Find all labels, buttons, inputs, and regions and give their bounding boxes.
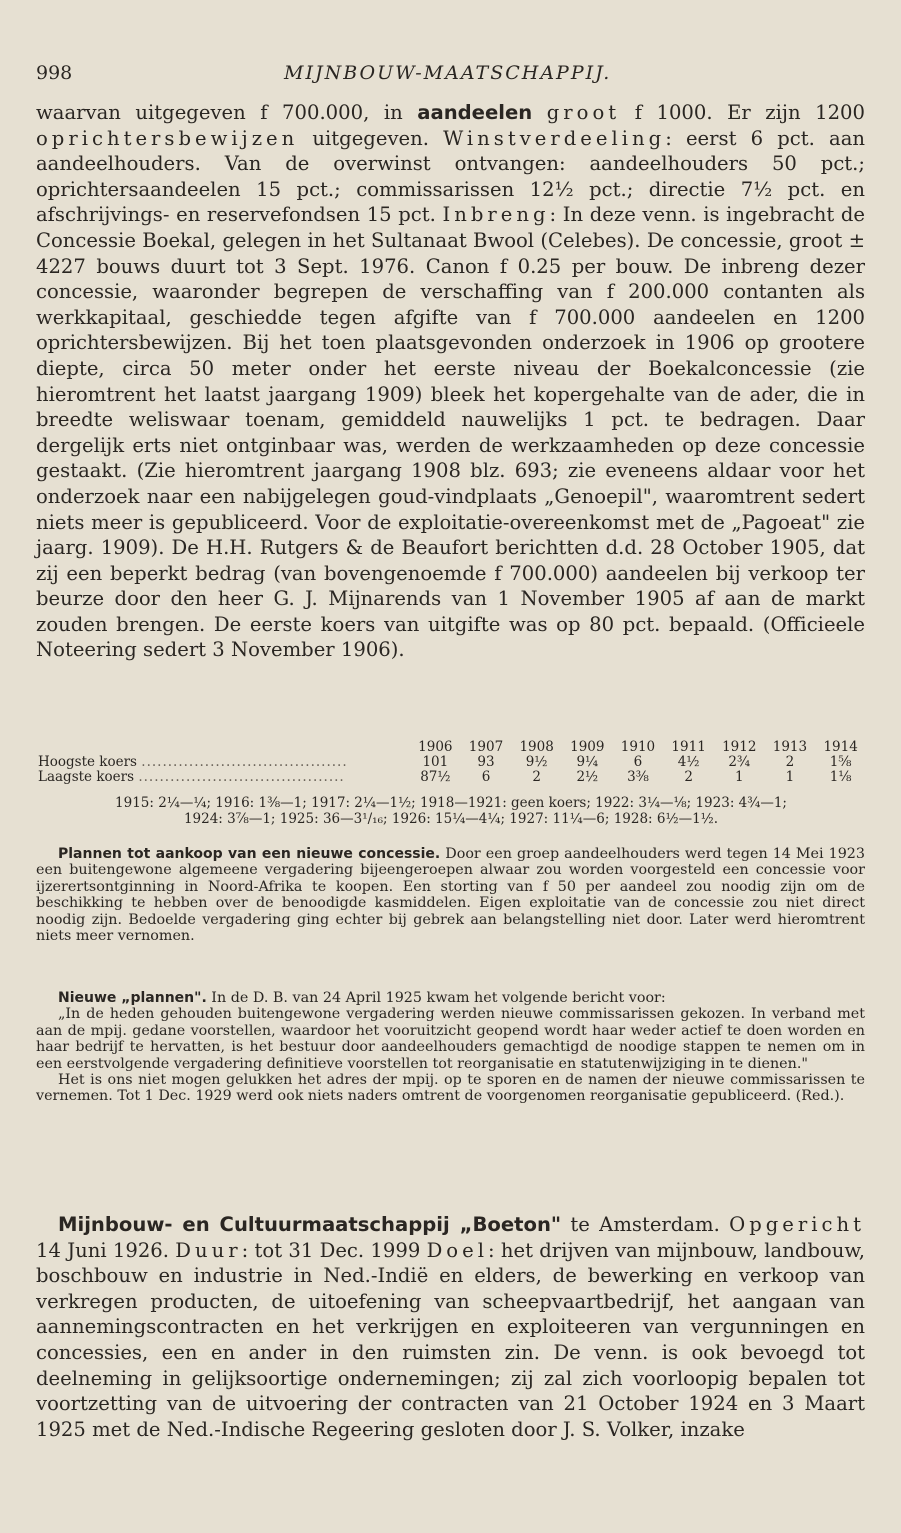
row-label-text: Laagste koers [38,769,135,785]
koers-cell: 6 [481,769,491,785]
year-cell: 1914 [823,739,858,755]
year-cell: 1913 [772,739,808,755]
koers-years-row [36,740,866,755]
koers-cell: 1 [785,769,795,785]
koers-cell: 3⅜ [627,769,649,785]
paragraph-note: Het is ons niet mogen gelukken het adres der mpij. op te sporen en de namen der nieuwe commissarissen te vernemen. Tot 1 Dec. 1929 werd ook niets naders omtrent de voorgenomen reorganisatie gepubliceerd. (Red.). [36,1072,865,1105]
paragraph-plannen [36,846,865,944]
koers-cell: 87½ [420,769,451,785]
paragraph-quote: „In de heden gehouden buitengewone vergadering werden nieuwe commissarissen gekozen. In verband met aan de mpij. gedane voorstellen, waardoor het vooruitzicht geopend wordt haar weder actief te doen worden en haar bedrijf te hervatten, is het bestuur door aandeelhouders gemachtigd de noodige stappen te nemen om in een eerstvolgende vergadering definitieve voorstellen tot reorganisatie en statutenwijziging in te dienen." [36,1006,865,1072]
text-run: 14 Juni 1926. [36,1238,176,1262]
keyword-doel: Doel [426,1238,488,1262]
keyword-inbreng: Inbreng [442,203,550,227]
keyword-aandeelen: aandeelen [417,101,533,124]
koers-line-1915: 1915: 2¼—¼; 1916: 1⅜—1; 1917: 2¼—1½; 1918—1921: geen koers; 1922: 3¼—⅛; 1923: 4¾—1; [115,795,787,811]
paragraph-boeton [36,1212,865,1442]
year-cell: 1909 [570,739,605,755]
text-run: : het drijven van mijnbouw, landbouw, boschbouw en industrie in Ned.-Indië en elders, de bewerking en verkoop van verkregen producten, de uitoefening van scheepvaartbedrijf, het aangaan van aannemingscontracten en het verkrijgen en exploiteeren van vergunningen en concessies, een en ander in den ruimsten zin. De venn. is ook bevoegd tot deelneming in gelijksoortige ondernemingen; zij zal zich voorloopig bepalen tot voortzetting van de uitvoering der contracten van 21 October 1924 en 3 Maart 1925 met de Ned.-Indische Regeering gesloten door J. S. Volker, inzake [36,1238,865,1441]
leader-dots: ....................................... [141,754,348,770]
year-cell: 1911 [671,739,706,755]
year-cell: 1910 [620,739,656,755]
text-run: uitgegeven. [298,126,444,150]
section-boeton [36,1212,865,1442]
koers-line-1924: 1924: 3⅞—1; 1925: 36—3¹/₁₆; 1926: 15¼—4¼; 1927: 11¼—6; 1928: 6½—1½. [183,811,719,827]
row-label [36,770,410,785]
text-run: f 700.000, in [260,101,418,124]
page-number: 998 [36,62,73,84]
keyword-duur: Duur [175,1238,242,1262]
koers-cell: 1⅛ [829,769,852,785]
koers-row-laagste [36,770,866,785]
koers-cell: 2 [684,769,693,785]
empty-cell [36,740,410,755]
text-run: : eerst 6 pct. aan aandeelhouders. Van de overwinst ontvangen: aandeelhouders 50 pct.; oprichtersaandeelen 15 pct.; commissarissen 12½ pct.; directie 7½ pct. en afschrijvings- en reservefondsen 15 pct. [36,126,865,227]
main-paragraph [36,100,865,663]
text-run: In de D. B. van 24 April 1925 kwam het volgende bericht voor: [206,990,666,1006]
keyword-winstverdeeling: Winstverdeeling [443,126,666,150]
koers-cell: 2¾ [728,754,751,770]
keyword-groot: groot [546,101,621,124]
paragraph-nieuwe-intro [36,990,865,1006]
year-cell: 1906 [418,739,453,755]
koers-cell: 2 [532,769,541,785]
year-cell: 1907 [468,739,504,755]
heading-plannen: Plannen tot aankoop van een nieuwe concessie. [58,846,441,862]
keyword-opgericht: Opgericht [729,1213,865,1236]
keyword-oprichtersbewijzen: oprichtersbewijzen [36,126,299,150]
year-cell: 1908 [519,739,554,755]
year-cell: 1912 [722,739,757,755]
text-run: te Amsterdam. [561,1213,730,1236]
koers-cell: 2½ [576,769,599,785]
koers-cell: 4½ [677,754,700,770]
row-label [36,755,410,770]
text-run: : In deze venn. is ingebracht de Concessie Boekal, gelegen in het Sultanaat Bwool (Celebes). De concessie, groot ± 4227 bouws duurt tot 3 Sept. 1976. Canon f 0.25 per bouw. De inbreng dezer concessie, waaronder begrepen de verschaffing van f 200.000 contanten als werkkapitaal, geschiedde tegen afgifte van f 700.000 aandeelen en 1200 oprichtersbewijzen. Bij het toen plaatsgevonden onderzoek in 1906 op grootere diepte, circa 50 meter onder het eerste niveau der Boekalconcessie (zie hieromtrent het laatst jaargang 1909) bleek het kopergehalte van de ader, die in breedte weliswaar toenam, gemiddeld nauwelijks 1 pct. te bedragen. Daar dergelijk erts niet ontginbaar was, werden de werkzaamheden op deze concessie gestaakt. (Zie hieromtrent jaargang 1908 blz. 693; zie eveneens aldaar voor het onderzoek naar een nabijgelegen goud-vindplaats „Genoepil", waaromtrent sedert niets meer is gepubliceerd. Voor de exploitatie-overeenkomst met de „Pagoeat" zie jaarg. 1909). De H.H. Rutgers & de Beaufort berichtten d.d. 28 October 1905, dat zij een beperkt bedrag (van bovengenoemde f 700.000) aandeelen bij verkoop ter beurze door den heer G. J. Mijnarends van 1 November 1905 af aan de markt zouden brengen. De eerste koers van uitgifte was op 80 pct. bepaald. (Officieele Noteering sedert 3 November 1906). [36,203,865,662]
koers-cell: 93 [477,754,495,770]
paragraph-aandeelen [36,100,865,663]
heading-nieuwe-plannen: Nieuwe „plannen". [58,990,207,1006]
section-nieuwe-plannen [36,990,865,1105]
text-run: Door een groep aandeelhouders werd tegen 14 Mei 1923 een buitengewone algemeene vergadering bijeengeroepen alwaar zou worden voorgesteld een concessie voor ijzerertsontginning in Noord-Afrika te koopen. Een storting van f 50 per aandeel zou noodig zijn om de beschikking te hebben over de benoodigde kasmiddelen. Eigen exploitatie van de concessie zou niet direct noodig zijn. Bedoelde vergadering ging echter bij gebrek aan belangstelling niet door. Later werd hieromtrent niets meer vernomen. [36,846,865,945]
koers-cell: 9¼ [576,754,599,770]
koers-cell: 1 [734,769,744,785]
text-run: : tot 31 Dec. 1999 [241,1238,427,1262]
koers-history [36,795,866,827]
koers-cell: 2 [785,754,795,770]
koers-row-hoogste [36,755,866,770]
koers-cell: 6 [633,754,643,770]
koers-cell: 1⅝ [829,754,852,770]
text-run: waarvan uitgegeven [36,101,261,124]
running-title: MIJNBOUW-MAATSCHAPPIJ. [284,62,612,84]
koers-cell: 101 [422,754,449,770]
koers-table [36,740,866,785]
running-header [36,62,865,88]
leader-dots: ....................................... [138,769,345,785]
section-plannen [36,846,865,944]
text-run: f 1000. Er zijn 1200 [620,101,865,124]
koers-cell: 9½ [525,754,548,770]
company-name: Mijnbouw- en Cultuurmaatschappij „Boeton" [58,1213,562,1236]
row-label-text: Hoogste koers [38,754,137,770]
